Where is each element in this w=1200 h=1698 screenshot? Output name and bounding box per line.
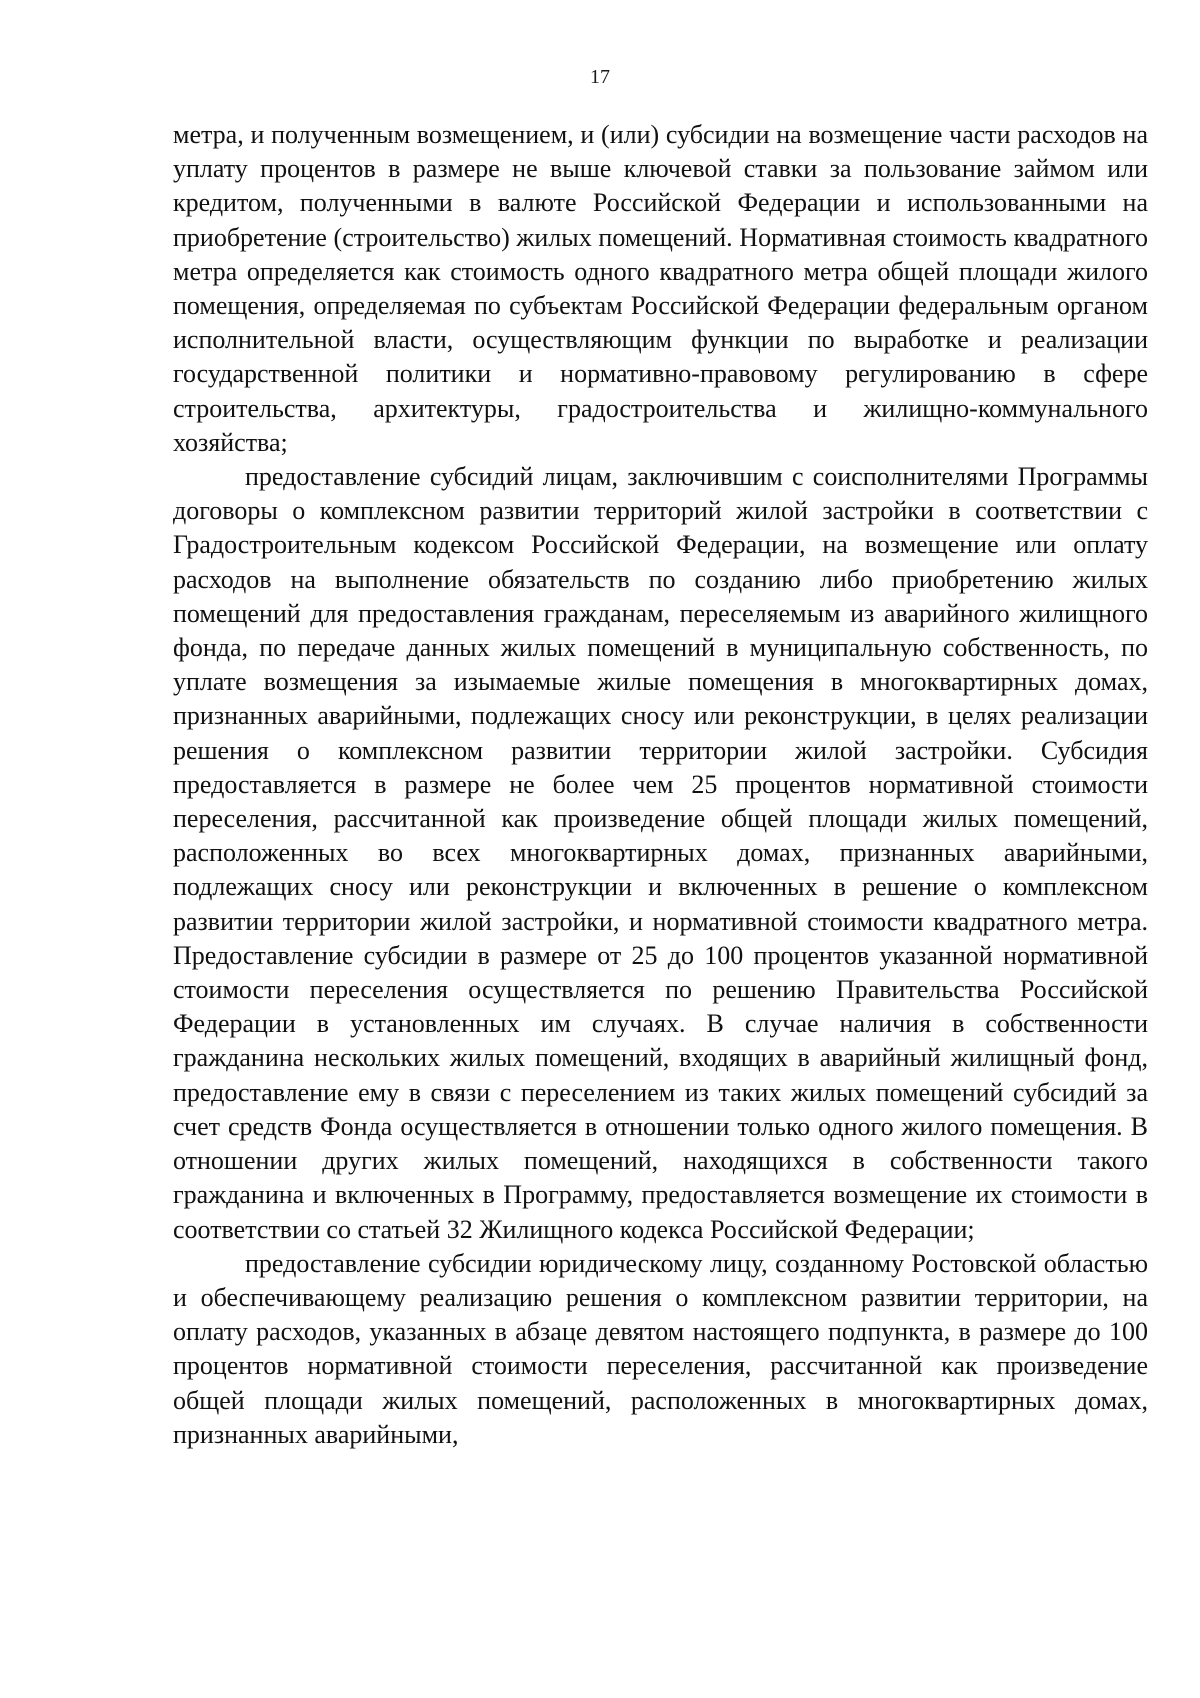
paragraph-2: предоставление субсидий лицам, заключившим с соисполнителями Программы договоры о комплексном развитии территорий жилой застройки в соответствии с Градостроительным кодексом Российской Федерации, на возмещение или оплату расходов на выполнение обязательств по созданию либо приобретению жилых помещений для предоставления гражданам, переселяемым из аварийного жилищного фонда, по передаче данных жилых помещений в муниципальную собственность, по уплате возмещения за изымаемые жилые помещения в многоквартирных домах, признанных аварийными, подлежащих сносу или реконструкции, в целях реализации решения о комплексном развитии территории жилой застройки. Субсидия предоставляется в размере не более чем 25 процентов нормативной стоимости переселения, рассчитанной как произведение общей площади жилых помещений, расположенных во всех многоквартирных домах, признанных аварийными, подлежащих сносу или реконструкции и включенных в решение о комплексном развитии территории жилой застройки, и нормативной стоимости квадратного метра. Предоставление субсидии в размере от 25 до 100 процентов указанной нормативной стоимости переселения осуществляется по решению Правительства Российской Федерации в установленных им случаях. В случае наличия в собственности гражданина нескольких жилых помещений, входящих в аварийный жилищный фонд, предоставление ему в связи с переселением из таких жилых помещений субсидий за счет средств Фонда осуществляется в отношении только одного жилого помещения. В отношении других жилых помещений, находящихся в собственности такого гражданина и включенных в Программу, предоставляется возмещение их стоимости в соответствии со статьей 32 Жилищного кодекса Российской Федерации; — [173, 462, 1148, 1244]
paragraph-3: предоставление субсидии юридическому лицу, созданному Ростовской областью и обеспечивающему реализацию решения о комплексном развитии территории, на оплату расходов, указанных в абзаце девятом настоящего подпункта, в размере до 100 процентов нормативной стоимости переселения, рассчитанной как произведение общей площади жилых помещений, расположенных в многоквартирных домах, признанных аварийными, — [173, 1248, 1148, 1449]
paragraph-1: метра, и полученным возмещением, и (или) субсидии на возмещение части расходов на уплату процентов в размере не выше ключевой ставки за пользование займом или кредитом, полученными в валюте Российской Федерации и использованными на приобретение (строительство) жилых помещений. Нормативная стоимость квадратного метра определяется как стоимость одного квадратного метра общей площади жилого помещения, определяемая по субъектам Российской Федерации федеральным органом исполнительной власти, осуществляющим функции по выработке и реализации государственной политики и нормативно-правовому регулированию в сфере строительства, архитектуры, градостроительства и жилищно-коммунального хозяйства; — [173, 120, 1148, 457]
document-body — [173, 118, 1148, 1452]
page-number: 17 — [590, 66, 610, 88]
